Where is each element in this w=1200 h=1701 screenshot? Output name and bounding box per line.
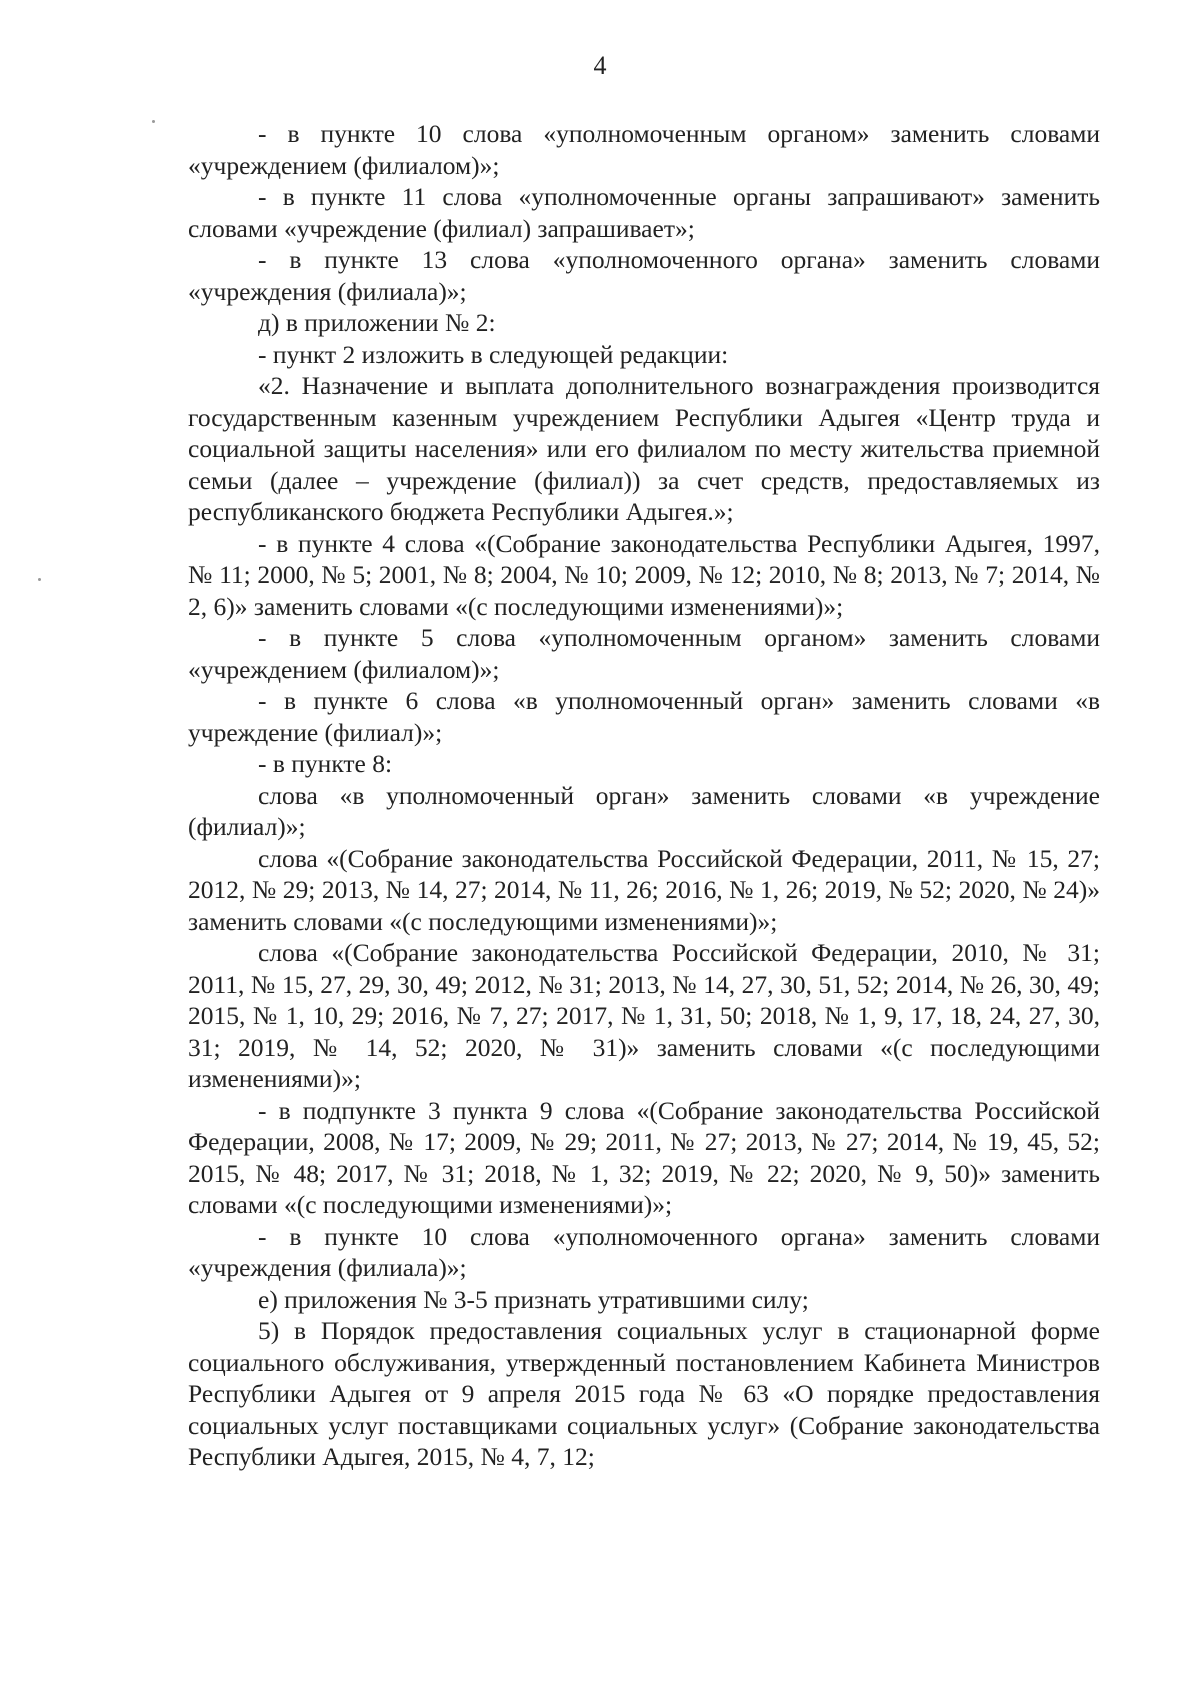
paragraph: - в пункте 6 слова «в уполномоченный орган» заменить словами «в учреждение (филиал)»; xyxy=(188,686,1100,747)
paragraph: - в пункте 13 слова «уполномоченного органа» заменить словами «учреждения (филиала)»; xyxy=(188,245,1100,306)
paragraph: 5) в Порядок предоставления социальных услуг в стационарной форме социального обслуживания, утвержденный постановлением Кабинета Министров Республики Адыгея от 9 апреля 2015 года № 63 «О порядке предоставления социальных услуг поставщиками социальных услуг» (Собрание законодательства Республики Адыгея, 2015, № 4, 7, 12; xyxy=(188,1316,1100,1471)
paragraph: - в пункте 10 слова «уполномоченным органом» заменить словами «учреждением (филиалом)»; xyxy=(188,119,1100,180)
paragraph: - в пункте 8: xyxy=(258,749,393,778)
paragraph: - в подпункте 3 пункта 9 слова «(Собрание законодательства Российской Федерации, 2008, № 17; 2009, № 29; 2011, № 27; 2013, № 27; 2014, № 19, 45, 52; 2015, № 48; 2017, № 31; 2018, № 1, 32; 2019, № 22; 2020, № 9, 50)» заменить словами «(с последующими изменениями)»; xyxy=(188,1095,1100,1219)
paragraph: е) приложения № 3-5 признать утратившими силу; xyxy=(258,1284,809,1314)
paragraph: - в пункте 11 слова «уполномоченные органы запрашивают» заменить словами «учреждение (филиал) запрашивает»; xyxy=(188,182,1100,243)
paragraph: «2. Назначение и выплата дополнительного вознаграждения производится государственным казенным учреждением Республики Адыгея «Центр труда и социальной защиты населения» или его филиалом по месту жительства приемной семьи (далее – учреждение (филиал)) за счет средств, предоставляемых из республиканского бюджета Республики Адыгея.»; xyxy=(188,371,1100,526)
paragraph: слова «в уполномоченный орган» заменить словами «в учреждение (филиал)»; xyxy=(188,780,1100,841)
paragraph: слова «(Собрание законодательства Российской Федерации, 2010, № 31; 2011, № 15, 27, 29, 30, 49; 2012, № 31; 2013, № 14, 27, 30, 51, 52; 2014, № 26, 30, 49; 2015, № 1, 10, 29; 2016, № 7, 27; 2017, № 1, 31, 50; 2018, № 1, 9, 17, 18, 24, 27, 30, 31; 2019, № 14, 52; 2020, № 31)» заменить словами «(с последующими изменениями)»; xyxy=(188,938,1100,1093)
document-body xyxy=(188,118,1100,1473)
paragraph: - в пункте 5 слова «уполномоченным органом» заменить словами «учреждением (филиалом)»; xyxy=(188,623,1100,684)
paragraph: - в пункте 4 слова «(Собрание законодательства Республики Адыгея, 1997, № 11; 2000, № 5; 2001, № 8; 2004, № 10; 2009, № 12; 2010, № 8; 2013, № 7; 2014, № 2, 6)» заменить словами «(с последующими изменениями)»; xyxy=(188,528,1100,621)
scan-speck xyxy=(152,120,155,123)
paragraph: слова «(Собрание законодательства Российской Федерации, 2011, № 15, 27; 2012, № 29; 2013, № 14, 27; 2014, № 11, 26; 2016, № 1, 26; 2019, № 52; 2020, № 24)» заменить словами «(с последующими изменениями)»; xyxy=(188,843,1100,936)
scan-speck xyxy=(38,578,41,581)
page-number: 4 xyxy=(593,51,607,80)
paragraph: - в пункте 10 слова «уполномоченного органа» заменить словами «учреждения (филиала)»; xyxy=(188,1221,1100,1282)
paragraph: д) в приложении № 2: xyxy=(258,308,496,337)
paragraph: - пункт 2 изложить в следующей редакции: xyxy=(258,339,729,369)
